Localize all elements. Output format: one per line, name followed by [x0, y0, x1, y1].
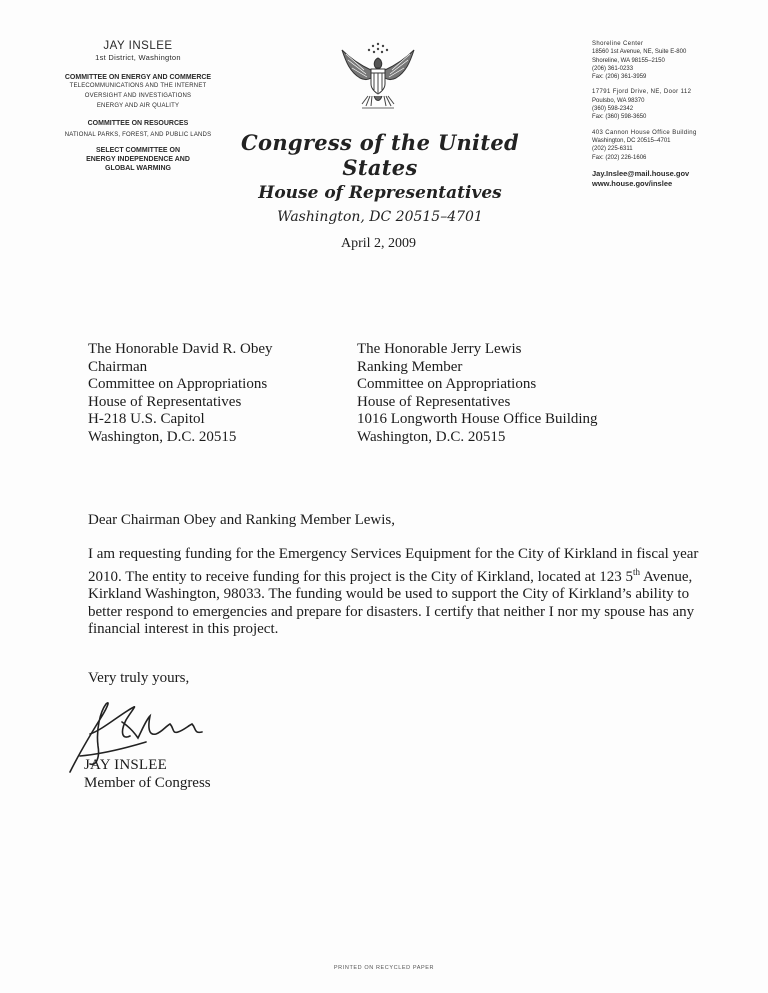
subcommittee: ENERGY AND AIR QUALITY — [96, 103, 180, 109]
office-line: Shoreline Center — [592, 41, 644, 47]
address-line: 1016 Longworth House Office Building — [357, 411, 598, 427]
ordinal-suffix: th — [633, 566, 641, 577]
congressman-name: JAY INSLEE — [103, 40, 173, 52]
select-committee-line: SELECT COMMITTEE ON — [96, 147, 180, 154]
signer-name: JAY INSLEE — [84, 757, 167, 773]
masthead-address: Washington, DC 20515–4701 — [277, 209, 483, 225]
website-address: www.house.gov/inslee — [592, 178, 673, 188]
office-line: Fax: (360) 598-3650 — [592, 114, 647, 121]
address-line: H-218 U.S. Capitol — [88, 411, 205, 427]
committee-resources: COMMITTEE ON RESOURCES — [87, 120, 189, 127]
shoreline-office — [592, 40, 762, 81]
office-line: Shoreline, WA 98155–2150 — [592, 57, 665, 64]
subcommittee: NATIONAL PARKS, FOREST, AND PUBLIC LANDS — [64, 132, 212, 138]
office-line: Washington, DC 20515–4701 — [592, 137, 671, 144]
subcommittee: OVERSIGHT AND INVESTIGATIONS — [84, 93, 192, 99]
recycled-paper-note: PRINTED ON RECYCLED PAPER — [333, 965, 435, 971]
select-committee-line: ENERGY INDEPENDENCE AND — [86, 156, 190, 163]
address-line: The Honorable David R. Obey — [88, 341, 273, 357]
body-text-part1: I am requesting funding for the Emergency Services Equipment for the City of Kirkland in fiscal year 2010. The entity to receive funding for this project is the City of Kirkland, located at 123 5 — [88, 546, 699, 585]
committee-energy: COMMITTEE ON ENERGY AND COMMERCE — [64, 74, 212, 81]
masthead-house: House of Representatives — [258, 183, 502, 203]
office-line: (206) 361-0233 — [592, 65, 634, 72]
poulsbo-office — [592, 88, 762, 121]
signer-title: Member of Congress — [84, 775, 211, 791]
address-line: Washington, D.C. 20515 — [88, 428, 237, 445]
address-line: Washington, D.C. 20515 — [357, 428, 506, 445]
office-line: 18560 1st Avenue, NE, Suite E-800 — [592, 49, 687, 56]
office-line: (360) 598-2342 — [592, 106, 634, 113]
email-address: Jay.Inslee@mail.house.gov — [592, 168, 690, 178]
salutation: Dear Chairman Obey and Ranking Member Lewis, — [88, 512, 395, 528]
addressee-lewis — [357, 341, 598, 446]
body-text-part2: Avenue, Kirkland Washington, 98033. The funding would be used to support the City of Kirkland’s ability to better respond to emergencies and prepare for disasters. I certify that neither I nor my spouse has any financial interest in this project. — [88, 568, 695, 637]
masthead-congress: Congress of the United States — [241, 130, 519, 180]
office-line: 403 Cannon House Office Building — [592, 129, 697, 136]
office-line: Fax: (202) 226-1606 — [592, 154, 647, 161]
select-committee — [36, 146, 240, 173]
washington-office — [592, 129, 762, 162]
eagle-seal-icon — [338, 38, 418, 114]
address-line: Committee on Appropriations — [357, 376, 537, 392]
masthead — [230, 130, 530, 225]
district: 1st District, Washington — [95, 53, 181, 62]
addressee-obey — [88, 341, 273, 446]
office-line: Poulsbo, WA 98370 — [592, 97, 645, 104]
contact-links — [592, 169, 762, 189]
left-letterhead — [36, 40, 240, 173]
address-line: Chairman — [88, 358, 148, 375]
address-line: House of Representatives — [88, 393, 242, 410]
address-line: House of Representatives — [357, 393, 511, 410]
address-line: Committee on Appropriations — [88, 376, 268, 392]
office-line: 17791 Fjord Drive, NE, Door 112 — [592, 89, 692, 96]
office-addresses — [592, 40, 762, 189]
letter-date: April 2, 2009 — [341, 236, 417, 251]
address-line: Ranking Member — [357, 358, 463, 375]
letter-body — [88, 546, 710, 639]
address-line: The Honorable Jerry Lewis — [357, 341, 522, 357]
office-line: Fax: (206) 361-3959 — [592, 74, 647, 81]
select-committee-line: GLOBAL WARMING — [105, 165, 171, 172]
closing: Very truly yours, — [88, 670, 190, 686]
office-line: (202) 225-6311 — [592, 146, 633, 153]
subcommittee: TELECOMMUNICATIONS AND THE INTERNET — [69, 83, 207, 89]
